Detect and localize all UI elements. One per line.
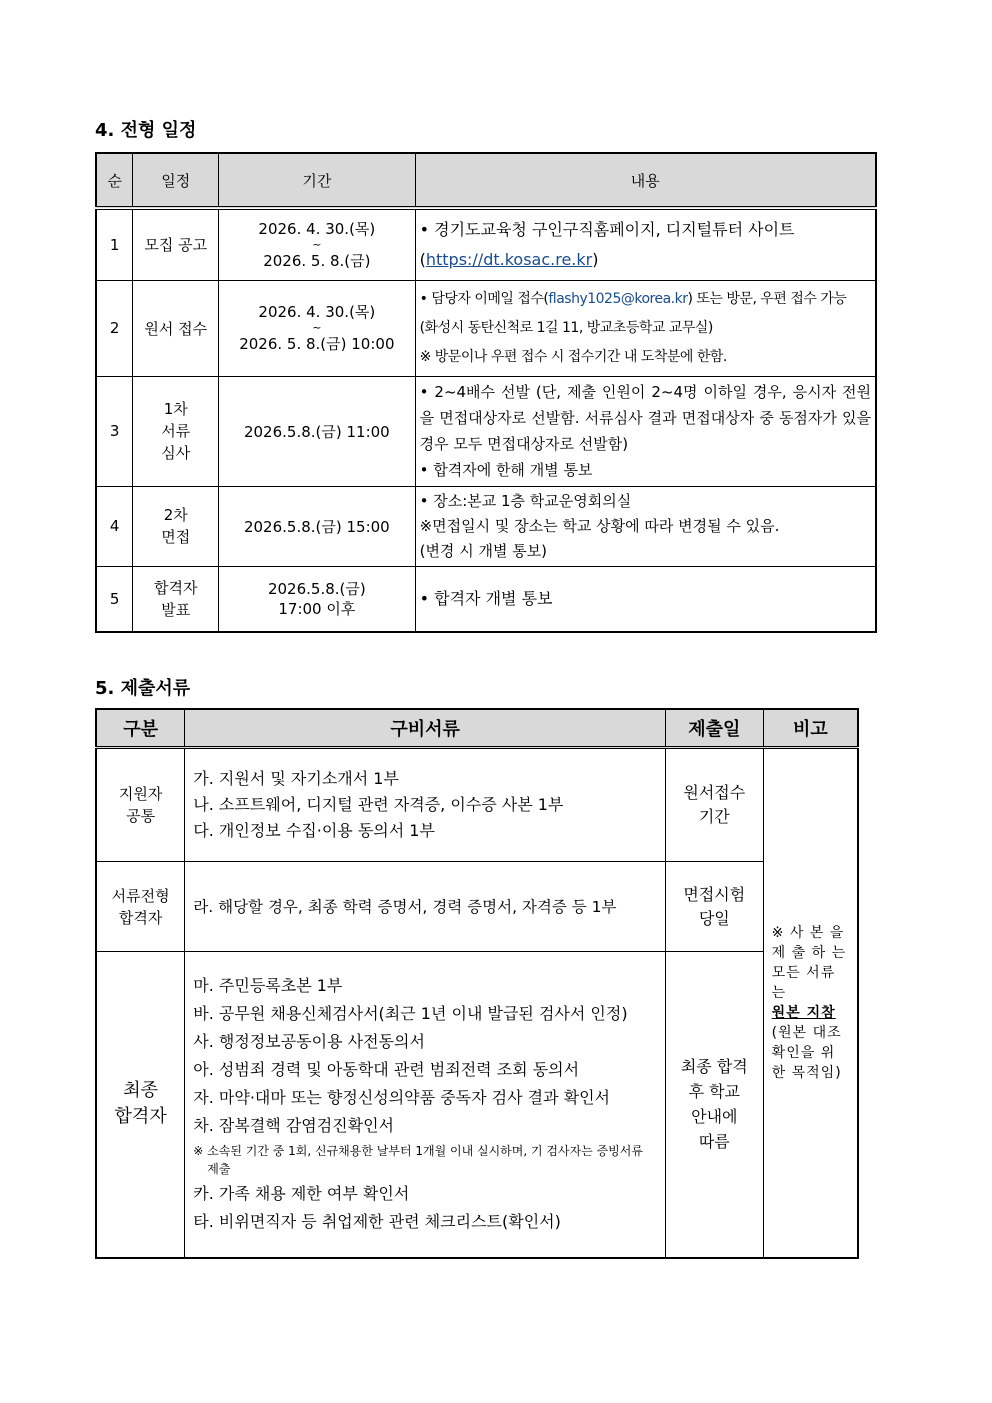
email-link[interactable]: flashy1025@korea.kr <box>548 290 688 307</box>
content-line: (화성시 동탄신척로 1길 11, 방교초등학교 교무실) <box>419 319 713 336</box>
row-period <box>219 208 415 280</box>
doc-item: 다. 개인정보 수집·이용 동의서 1부 <box>193 821 435 840</box>
table-row <box>96 748 858 862</box>
header-category: 구분 <box>96 709 185 748</box>
date-line: 원서접수 <box>683 783 746 802</box>
doc-item: 가. 지원서 및 자기소개서 1부 <box>193 769 399 788</box>
row-stage <box>133 376 219 486</box>
table-row <box>96 208 876 280</box>
doc-item: 나. 소프트웨어, 디지털 관련 자격증, 이수증 사본 1부 <box>193 795 564 814</box>
content-line: ※면접일시 및 장소는 학교 상황에 따라 변경될 수 있음. <box>419 516 780 535</box>
doc-note: ※ 소속된 기간 중 1회, 신규채용한 날부터 1개월 이내 실시하며, 기 검사자는 증빙서류 제출 <box>193 1144 643 1177</box>
content-line: (변경 시 개별 통보) <box>419 541 548 560</box>
category-line: 공통 <box>126 807 156 825</box>
remark-text: ※ 사 본 을 제 출 하 는 모든 서류는 <box>771 924 847 1001</box>
remark-text: (원본 대조 확인을 위 한 목적임) <box>771 1024 842 1081</box>
stage-line: 심사 <box>161 444 191 462</box>
stage-line: 서류 <box>161 422 191 440</box>
date-line: 면접시험 <box>683 884 746 904</box>
period-end: 2026. 5. 8.(금) <box>263 251 371 270</box>
documents-table <box>95 708 859 1259</box>
stage-line: 발표 <box>161 600 191 619</box>
row-submit-date <box>665 748 763 862</box>
category-line: 서류전형 <box>111 886 170 905</box>
doc-item: 바. 공무원 채용신체검사서(최근 1년 이내 발급된 검사서 인정) <box>193 1004 628 1024</box>
content-line: • 장소:본교 1층 학교운영회의실 <box>420 489 871 514</box>
row-period <box>219 566 415 632</box>
remark-note <box>764 923 857 1083</box>
doc-item: 라. 해당할 경우, 최종 학력 증명서, 경력 증명서, 자격증 등 1부 <box>193 897 617 916</box>
row-documents <box>185 862 666 952</box>
content-line: (https://dt.kosac.re.kr) <box>419 249 599 269</box>
doc-item: 타. 비위면직자 등 취업제한 관련 체크리스트(확인서) <box>193 1212 561 1232</box>
row-stage: 원서 접수 <box>133 280 219 376</box>
date-line: 기간 <box>698 807 730 826</box>
content-line: • 경기도교육청 구인구직홈페이지, 디지털튜터 사이트 <box>420 215 871 245</box>
date-line: 따름 <box>698 1132 730 1152</box>
row-content <box>415 486 876 566</box>
doc-item: 마. 주민등록초본 1부 <box>193 976 343 996</box>
category-line: 최종 <box>123 1080 159 1102</box>
row-stage <box>133 486 219 566</box>
header-content: 내용 <box>415 153 876 208</box>
table-row <box>96 486 876 566</box>
doc-item: 자. 마약·대마 또는 향정신성의약품 중독자 검사 결과 확인서 <box>193 1088 610 1108</box>
doc-item: 사. 행정정보공동이용 사전동의서 <box>193 1032 425 1052</box>
row-category <box>96 952 185 1258</box>
category-line: 합격자 <box>114 1106 167 1128</box>
content-line: • 합격자에 한해 개별 통보 <box>420 457 871 483</box>
stage-line: 1차 <box>163 400 188 418</box>
row-category <box>96 862 185 952</box>
date-line: 후 학교 <box>688 1082 741 1102</box>
date-line: 안내에 <box>691 1107 738 1127</box>
content-line: • 2~4배수 선발 (단, 제출 인원이 2~4명 이하일 경우, 응시자 전원을 면접대상자로 선발함. 서류심사 결과 면접대상자 중 동점자가 있을 경우 모두 면접대상자로 선발함) <box>420 379 871 457</box>
period-tilde: ~ <box>312 321 322 334</box>
remark-bold: 원본 지참 <box>771 1004 836 1021</box>
header-remark: 비고 <box>763 709 858 748</box>
table-row <box>96 376 876 486</box>
doc-item: 카. 가족 채용 제한 여부 확인서 <box>193 1184 410 1204</box>
stage-line: 2차 <box>163 506 188 524</box>
row-category <box>96 748 185 862</box>
period-end: 17:00 이후 <box>278 599 356 618</box>
schedule-table <box>95 152 877 633</box>
header-no: 순 <box>96 153 133 208</box>
table-row <box>96 566 876 632</box>
date-line: 최종 합격 <box>680 1057 748 1077</box>
site-link[interactable]: https://dt.kosac.re.kr <box>425 249 593 269</box>
stage-line: 합격자 <box>154 578 198 597</box>
category-line: 합격자 <box>118 908 163 927</box>
row-documents <box>185 952 666 1258</box>
period-start: 2026. 4. 30.(목) <box>258 303 376 321</box>
table-row <box>96 280 876 376</box>
period-tilde: ~ <box>312 237 322 251</box>
table-header-row <box>96 153 876 208</box>
row-submit-date <box>665 952 763 1258</box>
row-content <box>415 280 876 376</box>
row-no: 5 <box>96 566 133 632</box>
row-no: 2 <box>96 280 133 376</box>
row-documents <box>185 748 666 862</box>
category-line: 지원자 <box>118 785 163 803</box>
date-line: 당일 <box>698 908 730 928</box>
doc-item: 아. 성범죄 경력 및 아동학대 관련 범죄전력 조회 동의서 <box>193 1060 580 1080</box>
header-documents: 구비서류 <box>185 709 666 748</box>
header-period: 기간 <box>219 153 415 208</box>
row-remark <box>763 748 858 1258</box>
stage-line: 면접 <box>161 528 191 546</box>
content-line: • 합격자 개별 통보 <box>420 586 871 612</box>
table-header-row <box>96 709 858 748</box>
row-no: 4 <box>96 486 133 566</box>
period-end: 2026. 5. 8.(금) 10:00 <box>239 335 395 353</box>
period-start: 2026. 4. 30.(목) <box>258 219 376 238</box>
row-stage <box>133 566 219 632</box>
row-submit-date <box>665 862 763 952</box>
row-stage: 모집 공고 <box>133 208 219 280</box>
table-row <box>96 862 858 952</box>
row-content <box>415 566 876 632</box>
row-period: 2026.5.8.(금) 11:00 <box>219 376 415 486</box>
header-submit-date: 제출일 <box>665 709 763 748</box>
content-line: • 담당자 이메일 접수(flashy1025@korea.kr) 또는 방문, 우편 접수 가능 <box>420 285 871 314</box>
table-row <box>96 952 858 1258</box>
doc-item: 차. 잠복결핵 감염검진확인서 <box>193 1116 395 1136</box>
row-content <box>415 376 876 486</box>
section4-title: 4. 전형 일정 <box>95 120 197 141</box>
row-content <box>415 208 876 280</box>
row-no: 3 <box>96 376 133 486</box>
content-line: ※ 방문이나 우편 접수 시 접수기간 내 도착분에 한함. <box>419 348 727 365</box>
row-no: 1 <box>96 208 133 280</box>
header-stage: 일정 <box>133 153 219 208</box>
row-period: 2026.5.8.(금) 15:00 <box>219 486 415 566</box>
period-start: 2026.5.8.(금) <box>267 579 366 598</box>
section5-title: 5. 제출서류 <box>95 678 191 699</box>
row-period <box>219 280 415 376</box>
